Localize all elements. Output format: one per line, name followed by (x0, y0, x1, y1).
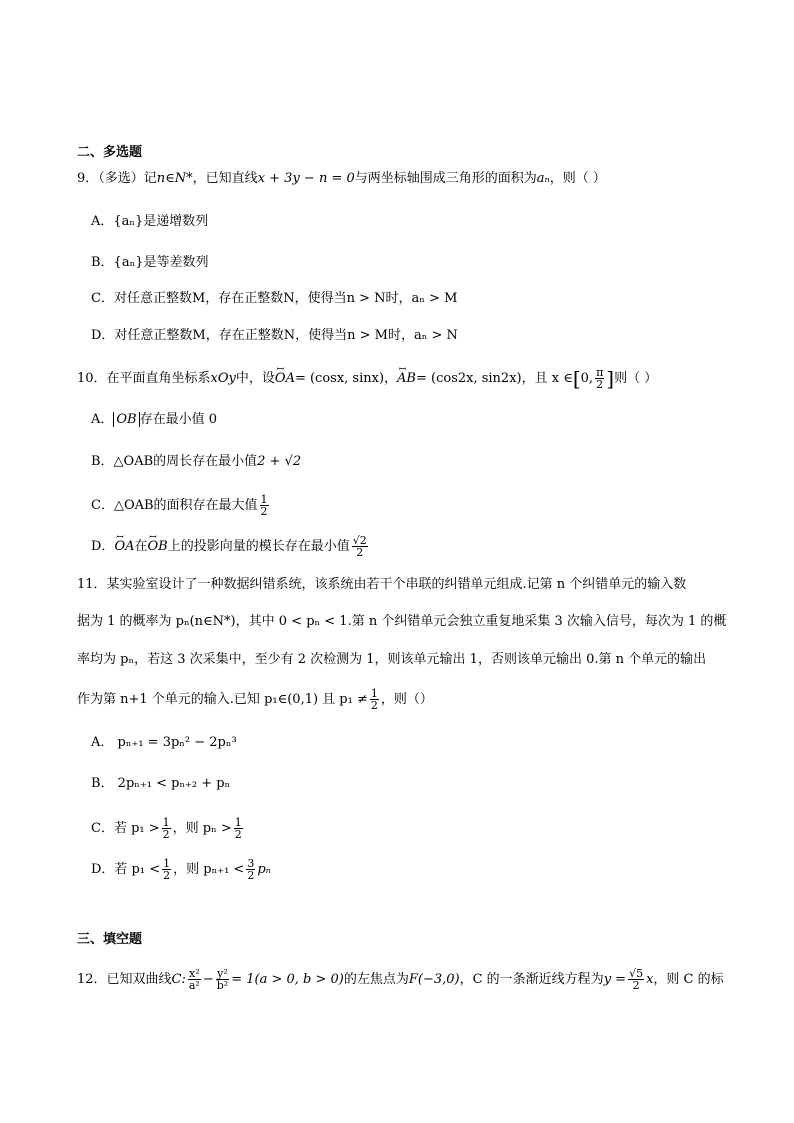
q11-line-1: 11．某实验室设计了一种数据纠错系统，该系统由若干个串联的纠错单元组成.记第 n 个纠错单元的输入数 (77, 577, 687, 592)
q10-text-c: ，且 x ∈ (521, 371, 573, 386)
q10-d-num: √2 (352, 534, 367, 547)
q11-option-b: B． 2pₙ₊₁ < pₙ₊₂ + pₙ (91, 776, 231, 791)
q11-l4-post: ，则（） (380, 692, 433, 707)
q12-minus: − (202, 972, 214, 987)
q10-option-d (91, 535, 370, 558)
q10-c-text: C．△OAB的面积存在最大值 (91, 498, 258, 513)
section-heading-fill: 三、填空题 (77, 932, 143, 947)
q9-text1: ，已知直线 (192, 171, 258, 186)
q10-a-label: A． (91, 412, 114, 427)
q11-d-den1: 2 (163, 869, 171, 882)
q10-option-a (91, 410, 217, 430)
q12-frac-asym (628, 968, 644, 991)
q12-s5: √5 (629, 967, 644, 980)
q10-pi: π (596, 366, 604, 379)
q10-text-b: 中，设 (235, 371, 275, 386)
q12-mid2: ，C 的一条渐近线方程为 (459, 972, 604, 987)
q10-b-val: 2 + √2 (257, 454, 302, 469)
q12-b2: b² (216, 979, 229, 992)
q11-option-c (91, 817, 245, 840)
q9-an: aₙ (536, 171, 550, 186)
q10-option-c (91, 494, 271, 517)
q10-oa-val: = (cosx, sinx)， (294, 371, 398, 386)
q9-option-b: B．{aₙ}是等差数列 (91, 255, 209, 270)
q11-l4-frac (370, 688, 379, 711)
q12-two: 2 (632, 979, 640, 992)
q10-interval-open: [ (572, 366, 581, 391)
q10-a-ob: OB (113, 412, 139, 427)
q10-interval-frac (595, 367, 604, 390)
q10-ab-val: = (cos2x, sin2x) (415, 371, 522, 386)
q9-tag: （多选）记 (98, 171, 157, 186)
q11-l4-den: 2 (370, 699, 378, 712)
q11-c-frac1 (162, 817, 171, 840)
q10-option-b (91, 452, 301, 472)
q10-d-label: D． (91, 539, 115, 554)
q9-option-a: A．{aₙ}是递增数列 (91, 214, 209, 229)
q10-c-den: 2 (260, 505, 268, 518)
q12-frac-y (216, 968, 229, 991)
q11-c-mid: ，则 pₙ > (172, 821, 232, 836)
q11-line-3: 率均为 pₙ，若这 3 次采集中，至少有 2 次检测为 1，则该单元输出 1，否则该单元输出 0.第 n 个单元的输出 (77, 652, 707, 667)
q10-interval-left: 0, (580, 371, 594, 386)
q11-l4-text: 作为第 n+1 个单元的输入.已知 p₁∈(0,1) 且 p₁ ≠ (77, 692, 368, 707)
question-12-stem (77, 968, 724, 991)
section-heading-multi: 二、多选题 (77, 145, 143, 160)
q10-c-num: 1 (260, 493, 268, 506)
q12-frac-x (188, 968, 201, 991)
q11-c-pre: C．若 p₁ > (91, 821, 160, 836)
q11-option-a: A． pₙ₊₁ = 3pₙ² − 2pₙ³ (91, 735, 237, 750)
q9-option-d: D．对任意正整数M，存在正整数N，使得当n > M时，aₙ > N (91, 328, 458, 343)
q9-text2: 与两坐标轴围成三角形的面积为 (354, 171, 537, 186)
q10-interval-close: ] (606, 366, 615, 391)
q12-pre: 12．已知双曲线 (77, 972, 172, 987)
q9-number: 9． (77, 171, 99, 186)
q11-d-den2: 2 (247, 869, 255, 882)
q11-c-num2: 1 (234, 816, 242, 829)
q10-d-oa: ꟷ OA (114, 537, 134, 557)
q12-post: ，则 C 的标 (653, 972, 724, 987)
q10-xoy: xOy (210, 371, 236, 386)
q12-a2: a² (188, 979, 200, 992)
q10-vector-oa: ꟷ OA (275, 369, 295, 389)
q11-option-d (91, 858, 271, 881)
q10-d-den: 2 (356, 546, 364, 559)
q12-c: C: (171, 972, 186, 987)
q12-y2: y² (217, 967, 228, 980)
q12-mid: 的左焦点为 (343, 972, 409, 987)
question-9-stem (77, 169, 606, 189)
q11-d-num1: 1 (163, 857, 171, 870)
q11-d-mid: ，则 pₙ₊₁ < (173, 862, 245, 877)
q12-focus: F(−3,0) (408, 972, 460, 987)
q11-d-frac2 (246, 858, 255, 881)
q11-line-4 (77, 688, 433, 711)
q10-two: 2 (596, 378, 604, 391)
q9-option-c: C．对任意正整数M，存在正整数N，使得当n > N时，aₙ > M (91, 291, 458, 306)
q11-c-num1: 1 (162, 816, 170, 829)
q9-line-eq: x + 3y − n = 0 (257, 171, 355, 186)
q11-line-2: 据为 1 的概率为 pₙ(n∈N*)，其中 0 < pₙ < 1.第 n 个纠错单元会独立重复地采集 3 次输入信号，每次为 1 的概 (77, 614, 727, 629)
q10-d-mid: 在 (134, 539, 148, 554)
q11-d-num2: 3 (247, 857, 255, 870)
q11-l4-num: 1 (370, 687, 378, 700)
q10-a-text: 存在最小值 0 (139, 412, 218, 427)
question-10-stem (77, 367, 657, 390)
q11-c-den2: 2 (234, 828, 242, 841)
q10-b-text: B．△OAB的周长存在最小值 (91, 454, 258, 469)
q10-text-d: 则（ ） (614, 371, 658, 386)
q12-y-eq: y = (603, 972, 627, 987)
q11-d-post: pₙ (257, 862, 271, 877)
q11-d-frac1 (162, 858, 171, 881)
q11-d-pre: D．若 p₁ < (91, 862, 161, 877)
q12-x: x (646, 972, 654, 987)
q10-c-frac (260, 494, 269, 517)
q11-c-den1: 2 (162, 828, 170, 841)
q10-d-text: 上的投影向量的模长存在最小值 (167, 539, 350, 554)
q10-d-ob: ꟷ OB (148, 537, 168, 557)
q9-text3: ，则（ ） (549, 171, 606, 186)
q10-vector-ab: ꟷ AB (397, 369, 416, 389)
q10-text-a: 10．在平面直角坐标系 (77, 371, 211, 386)
q10-d-frac (352, 535, 368, 558)
q12-eq: = 1(a > 0, b > 0) (231, 972, 344, 987)
q9-cond: n∈N* (156, 171, 193, 186)
q12-x2: x² (189, 967, 200, 980)
q11-c-frac2 (234, 817, 243, 840)
